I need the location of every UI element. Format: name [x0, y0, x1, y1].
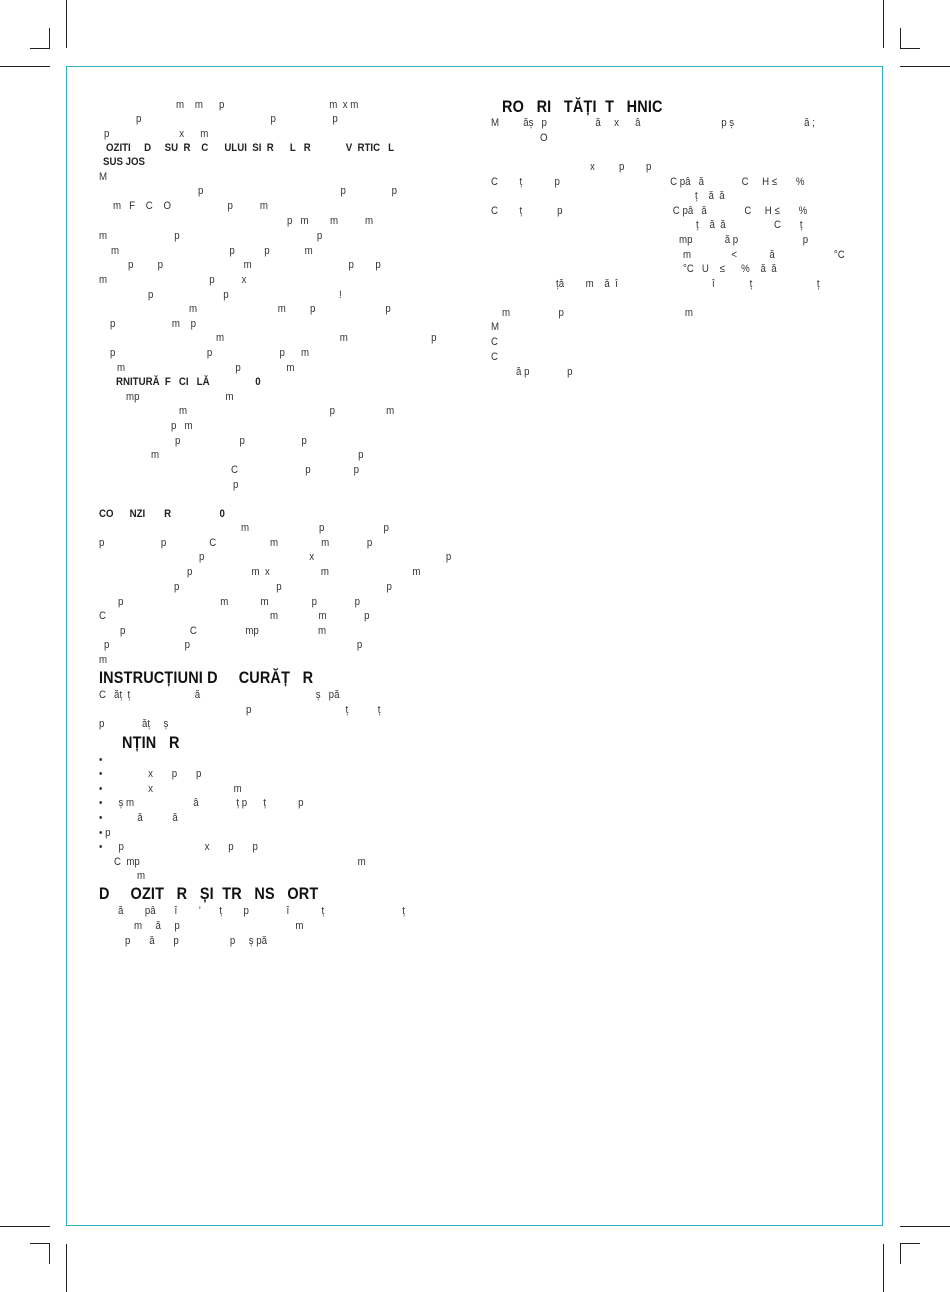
crop-mark [0, 66, 50, 67]
text-line: C p p [231, 464, 360, 476]
text-line: p x p [199, 551, 452, 563]
bullet-item: • p [99, 827, 111, 839]
text-line: ț ă ă C ț [696, 219, 803, 231]
text-line: ă p p [516, 366, 573, 378]
crop-mark [900, 1243, 920, 1244]
text-line: m ă p m [134, 920, 304, 932]
bullet-item: • [99, 754, 103, 766]
text-line: °C U ≤ % ă ă [683, 263, 777, 275]
text-line: ță m ă î î ț ț [556, 278, 820, 290]
text-line: C ăț ț ă ș pă [99, 689, 340, 701]
text-line: p m m m [287, 215, 374, 227]
text-line: C m m p [99, 610, 370, 622]
text-line: p ă p p ș pă [125, 935, 268, 947]
text-line: p C mp m [120, 625, 327, 637]
crop-mark [900, 1243, 901, 1264]
text-line: m p m [502, 307, 693, 319]
crop-mark [900, 28, 901, 49]
crop-mark [900, 48, 920, 49]
text-line: p p p [136, 113, 338, 125]
text-line: p p p m [110, 347, 310, 359]
text-line: p x m [104, 128, 209, 140]
text-line: m p [151, 449, 364, 461]
text-line: p m [171, 420, 193, 432]
text-line: p p p [198, 185, 398, 197]
text-line: p m m p p [118, 596, 361, 608]
text-line: C mp m [114, 856, 366, 868]
text-line: m p x [99, 274, 247, 286]
bullet-item: • ă ă [99, 812, 178, 824]
text-line: C ț p C pâ ă C H ≤ % [491, 176, 805, 188]
text-line: mp ă p p [679, 234, 809, 246]
crop-mark [49, 28, 50, 49]
heading-cleaning: INSTRUCȚIUNI D CURĂȚ R [99, 668, 314, 687]
bullet-item: • x m [99, 783, 242, 795]
bullet-item: • x p p [99, 768, 202, 780]
text-line: m p p m [111, 245, 313, 257]
crop-mark [66, 0, 67, 48]
bullet-item: • ș m â ț p ț p [99, 797, 304, 809]
text-line: M ăș p ă x â p ș ă ; [491, 117, 815, 129]
text-line: M [491, 321, 500, 333]
text-line: p ț ț [246, 704, 381, 716]
text-line: p p C m m p [99, 537, 373, 549]
text-line: m F C O p m [113, 200, 268, 212]
text-line: p p m p p [128, 259, 381, 271]
crop-mark [49, 1243, 50, 1264]
crop-mark [30, 48, 50, 49]
heading-technical-specs: RO RI TĂȚI T HNIC [502, 97, 663, 116]
text-line: p p ! [148, 289, 342, 301]
text-line: M [99, 171, 108, 183]
text-line: C [491, 336, 498, 348]
crop-mark [30, 1243, 50, 1244]
text-line: m [137, 870, 146, 882]
text-line: p m p [110, 318, 197, 330]
crop-mark [883, 1244, 884, 1292]
text-line: m p p [241, 522, 389, 534]
crop-mark [883, 0, 884, 48]
text-line: p m x m m [187, 566, 421, 578]
text-line: p p p [104, 639, 363, 651]
section-heading-vertical-mount: OZITI D SU R C ULUI SI R L R V RTIC L [106, 142, 395, 154]
text-line: p ăț ș [99, 718, 169, 730]
text-line: m p p [99, 230, 323, 242]
text-line: m p m [117, 362, 295, 374]
text-line: m m p [216, 332, 437, 344]
section-subheading: SUS JOS [103, 156, 145, 168]
text-line: p [233, 479, 239, 491]
text-line: m [99, 654, 108, 666]
text-line: m m p p [189, 303, 391, 315]
crop-mark [900, 1226, 950, 1227]
section-heading-conditions: CO NZI R 0 [99, 508, 225, 520]
text-line: p p p [174, 581, 392, 593]
text-line: ț ă ă [695, 190, 725, 202]
text-line: O [540, 132, 548, 144]
crop-mark [66, 1244, 67, 1292]
heading-maintenance: NȚIN R [122, 733, 180, 752]
text-line: C [491, 351, 498, 363]
text-line: m < ă °C [683, 249, 845, 261]
bullet-item: • p x p p [99, 841, 258, 853]
crop-mark [900, 66, 950, 67]
text-line: p p p [175, 435, 307, 447]
text-line: m p m [179, 405, 395, 417]
text-line: m m p m x m [176, 99, 359, 111]
heading-storage-transport: D OZIT R ȘI TR NS ORT [99, 884, 319, 903]
text-line: ă pâ î ’ ț p î ț ț [118, 905, 405, 917]
text-line: x p p [590, 161, 652, 173]
text-line: C ț p C pâ ă C H ≤ % [491, 205, 808, 217]
crop-mark [0, 1226, 50, 1227]
text-line: mp m [126, 391, 234, 403]
section-heading-accessories: RNITURĂ F CI LĂ 0 [116, 376, 261, 388]
